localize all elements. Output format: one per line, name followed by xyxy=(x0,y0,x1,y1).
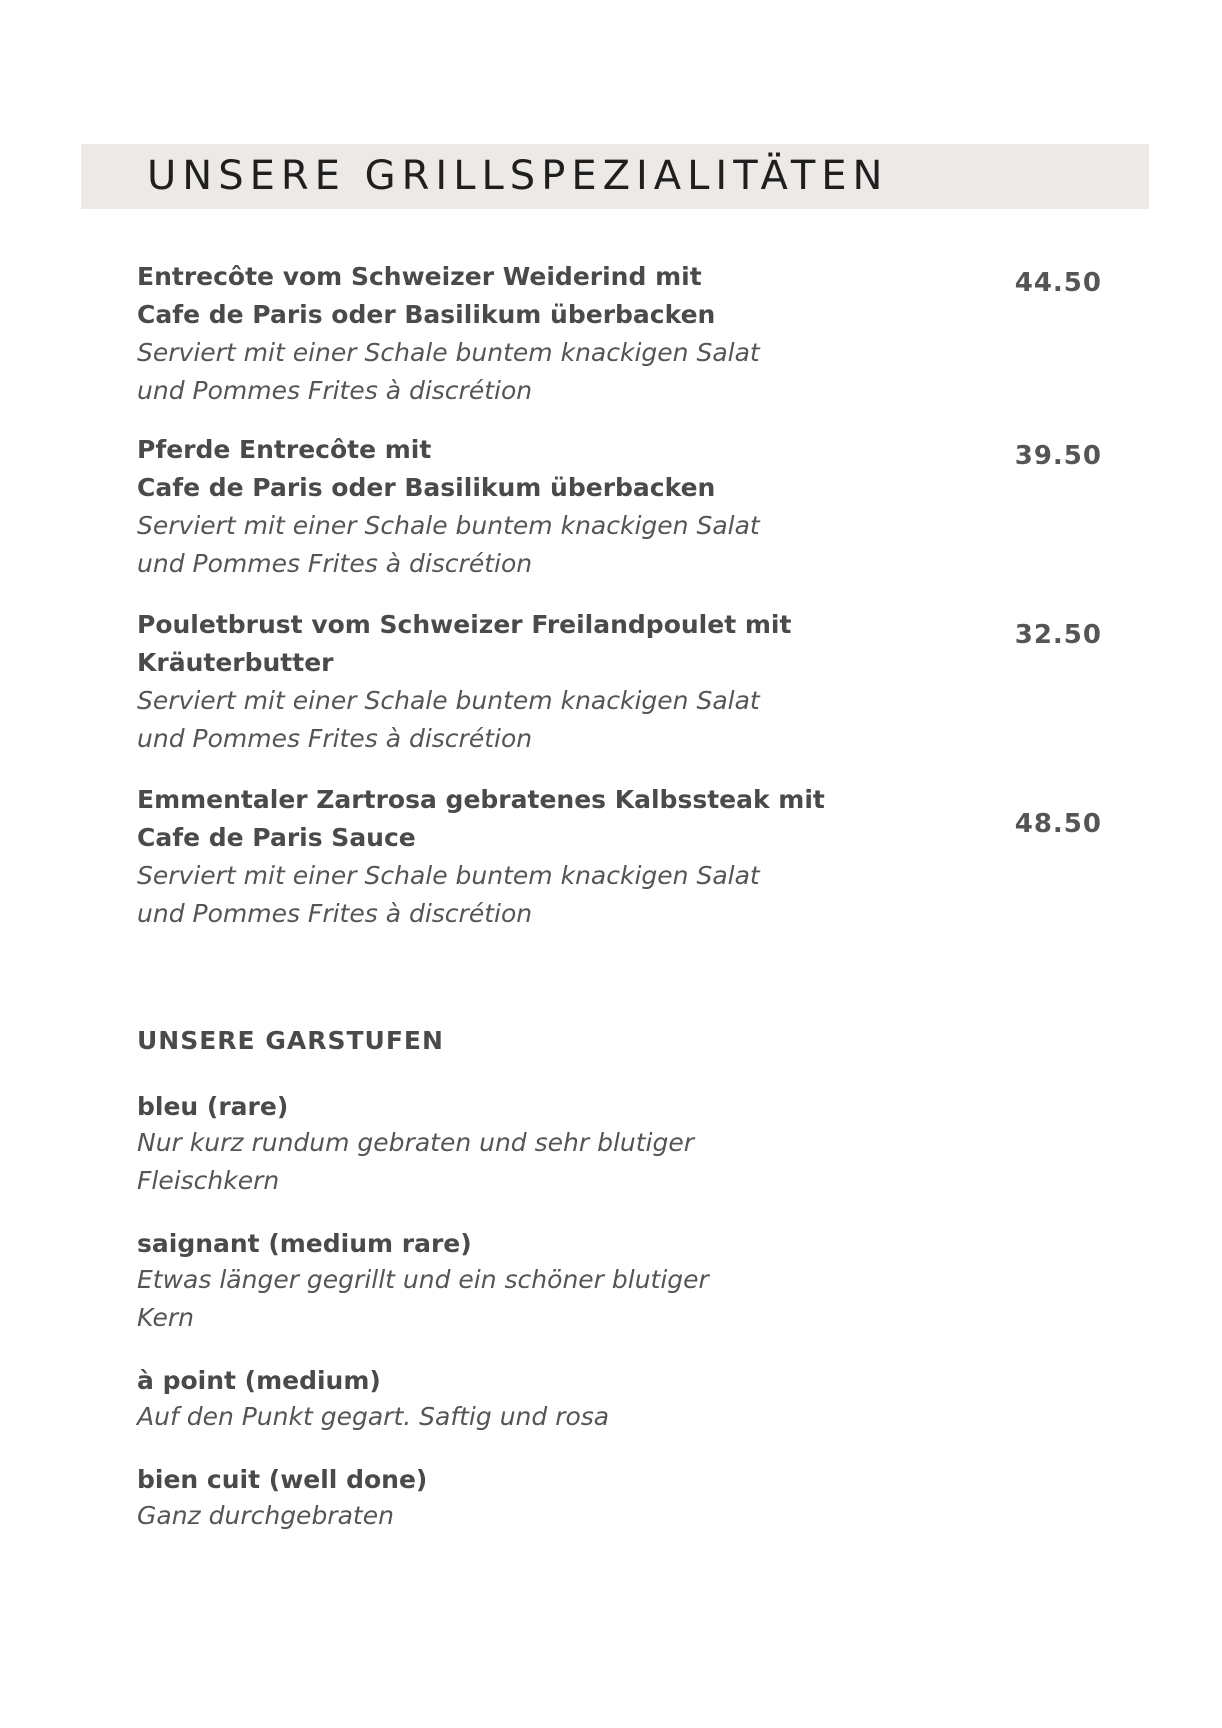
section-title: UNSERE GARSTUFEN xyxy=(137,1026,444,1055)
item-name-line: Pferde Entrecôte mit xyxy=(137,435,432,464)
doneness-description-line: Nur kurz rundum gebraten und sehr blutiger xyxy=(137,1128,695,1157)
item-name-line: Pouletbrust vom Schweizer Freilandpoulet mit xyxy=(137,610,792,639)
item-name-line: Cafe de Paris Sauce xyxy=(137,823,416,852)
doneness-description-line: Etwas länger gegrillt und ein schöner blutiger xyxy=(137,1265,709,1294)
item-description-line: Serviert mit einer Schale buntem knackigen Salat xyxy=(137,511,760,540)
doneness-name: bleu (rare) xyxy=(137,1092,289,1121)
menu-item xyxy=(137,258,1102,410)
doneness-description-line: Fleischkern xyxy=(137,1166,280,1195)
page-title: UNSERE GRILLSPEZIALITÄTEN xyxy=(147,153,889,199)
item-description-line: Serviert mit einer Schale buntem knackigen Salat xyxy=(137,686,760,715)
item-description-line: und Pommes Frites à discrétion xyxy=(137,899,533,928)
doneness-level xyxy=(137,1090,857,1200)
menu-item xyxy=(137,431,1102,583)
menu-item xyxy=(137,606,1102,758)
item-name-line: Entrecôte vom Schweizer Weiderind mit xyxy=(137,262,702,291)
item-description-line: Serviert mit einer Schale buntem knackigen Salat xyxy=(137,861,760,890)
item-price: 44.50 xyxy=(1014,268,1102,298)
item-name-line: Cafe de Paris oder Basilikum überbacken xyxy=(137,300,716,329)
doneness-description-line: Ganz durchgebraten xyxy=(137,1501,394,1530)
item-price: 32.50 xyxy=(1014,620,1102,650)
header-band xyxy=(81,144,1149,209)
item-price: 48.50 xyxy=(1014,809,1102,839)
menu-item xyxy=(137,781,1102,933)
item-description-line: und Pommes Frites à discrétion xyxy=(137,724,533,753)
item-name-line: Cafe de Paris oder Basilikum überbacken xyxy=(137,473,716,502)
item-description-line: und Pommes Frites à discrétion xyxy=(137,376,533,405)
doneness-level xyxy=(137,1227,857,1337)
item-description-line: und Pommes Frites à discrétion xyxy=(137,549,533,578)
item-price: 39.50 xyxy=(1014,441,1102,471)
doneness-name: à point (medium) xyxy=(137,1366,381,1395)
doneness-level xyxy=(137,1463,857,1535)
doneness-name: saignant (medium rare) xyxy=(137,1229,472,1258)
doneness-name: bien cuit (well done) xyxy=(137,1465,428,1494)
doneness-description-line: Auf den Punkt gegart. Saftig und rosa xyxy=(137,1402,610,1431)
item-name-line: Kräuterbutter xyxy=(137,648,334,677)
doneness-description-line: Kern xyxy=(137,1303,195,1332)
item-name-line: Emmentaler Zartrosa gebratenes Kalbssteak mit xyxy=(137,785,825,814)
item-description-line: Serviert mit einer Schale buntem knackigen Salat xyxy=(137,338,760,367)
doneness-level xyxy=(137,1364,857,1436)
